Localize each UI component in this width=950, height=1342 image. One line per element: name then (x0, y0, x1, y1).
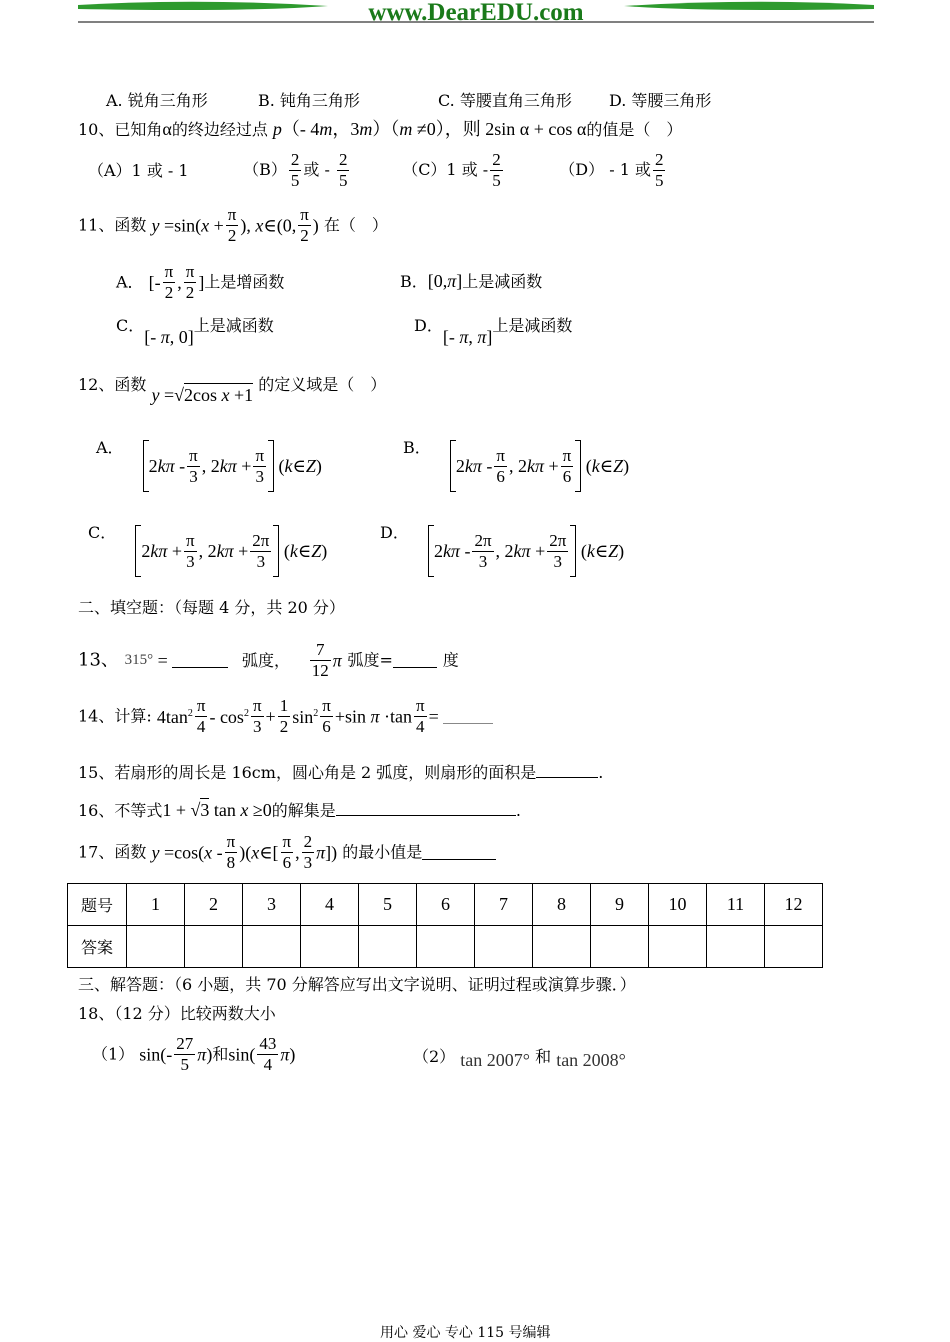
q15: 15、若扇形的周长是 16cm，圆心角是 2 弧度，则扇形的面积是 . (78, 763, 604, 782)
right-leaf-swoosh (624, 2, 874, 10)
q17: 17、函数 y =cos(x - $\frac{\pi}{8}$ )(x∈[ $\frac{\pi}{6}$ , $\frac{2}{3}$ π]) 的最小值是 (78, 832, 496, 873)
answer-cell[interactable] (185, 926, 243, 968)
q16: 16、不等式1 + √3 tan x ≥0的解集是 . (78, 800, 521, 820)
q12-stem: 12、函数 y =√2cos x +1 的定义域是（ ） (78, 375, 387, 405)
answer-table-answer-row (68, 926, 823, 968)
q10-options (88, 150, 667, 191)
q10-option-c: （C）1 或 - $\frac{2}{5}$ (402, 150, 501, 190)
answer-cell[interactable] (707, 926, 765, 968)
answer-table-number: 5 (359, 884, 417, 926)
q12-option-a: A． 2kπ - $\frac{\pi}{3}$ , 2kπ + $\frac{\pi}{3}$ (k∈Z) (96, 440, 322, 492)
answer-table-number: 1 (127, 884, 185, 926)
q10-stem: 10、已知角α的终边经过点 p（- 4m，3m）（m ≠0），则 2sin α + cos α的值是（ ） (78, 119, 683, 139)
answer-table-answer-label: 答案 (68, 926, 127, 968)
answer-table-number: 4 (301, 884, 359, 926)
q14: 14、计算: $4\tan^2$ $\frac{\pi}{4}$ - $\cos^2$ $\frac{\pi}{3}$ + $\frac{1}{2}$ $\sin^2$ $\frac{\pi}{6}$ +sin π ·tan $\frac{\pi}{4}$ = (78, 696, 493, 737)
q18-part1: （1） sin(- $\frac{27}{5}$ π)和sin( $\frac{43}{4}$ π) (92, 1034, 296, 1074)
q9-option-a: A. 锐角三角形 (106, 91, 208, 110)
answer-table-number: 8 (533, 884, 591, 926)
answer-table-number: 3 (243, 884, 301, 926)
q18-part2: （2） tan 2007° 和 tan 2008° (413, 1047, 626, 1070)
answer-cell[interactable] (649, 926, 707, 968)
q10-option-b: （B） $\frac{2}{5}$ 或 - $\frac{2}{5}$ (243, 150, 348, 190)
q11-stem: 11、函数 y =sin(x + $\frac{\pi}{2}$ ), x∈(0, $\frac{\pi}{2}$ ) 在（ ） (78, 205, 388, 245)
answer-table-number-row (68, 884, 823, 926)
answer-table-header-label: 题号 (68, 884, 127, 926)
answer-cell[interactable] (127, 926, 185, 968)
q12-option-b: B． 2kπ - $\frac{\pi}{6}$ , 2kπ + $\frac{\pi}{6}$ (k∈Z) (403, 440, 629, 492)
q10-option-a: （A）1 或 - 1 (88, 160, 189, 180)
q9-option-c: C. 等腰直角三角形 (438, 91, 572, 110)
q9-option-d: D. 等腰三角形 (609, 91, 712, 110)
q12-option-c: C． 2kπ + $\frac{\pi}{3}$ , 2kπ + $\frac{2\pi}{3}$ (k∈Z) (88, 525, 327, 577)
answer-cell[interactable] (533, 926, 591, 968)
answer-cell[interactable] (359, 926, 417, 968)
answer-cell[interactable] (765, 926, 823, 968)
answer-table (67, 883, 823, 968)
page-footer: 用心 爱心 专心 115 号编辑 (380, 1325, 551, 1341)
answer-table-number: 6 (417, 884, 475, 926)
answer-table-number: 10 (649, 884, 707, 926)
q11-option-a: A． [- $\frac{\pi}{2}$ , $\frac{\pi}{2}$ ]上是增函数 (116, 262, 285, 302)
q11-option-c: C．[- π, 0]上是减函数 (116, 316, 274, 347)
answer-table-number: 11 (707, 884, 765, 926)
answer-cell[interactable] (243, 926, 301, 968)
q11-option-b: B．[0,π]上是减函数 (400, 271, 543, 291)
q11-option-d: D．[- π, π]上是减函数 (414, 316, 573, 347)
answer-cell[interactable] (475, 926, 533, 968)
answer-cell[interactable] (591, 926, 649, 968)
answer-table-number: 9 (591, 884, 649, 926)
answer-table-number: 12 (765, 884, 823, 926)
header-logo-banner (78, 0, 874, 26)
section3-title: 三、解答题：（6 小题，共 70 分解答应写出文字说明、证明过程或演算步骤．） (78, 975, 636, 994)
q10-option-d: （D） - 1 或 $\frac{2}{5}$ (559, 150, 664, 190)
answer-cell[interactable] (301, 926, 359, 968)
q18-title: 18、（12 分）比较两数大小 (78, 1004, 276, 1023)
q12-option-d: D． 2kπ - $\frac{2\pi}{3}$ , 2kπ + $\frac{2\pi}{3}$ (k∈Z) (380, 525, 624, 577)
q13: 13、 315° = 弧度， $\frac{7}{12}$ π 弧度= 度 (78, 640, 459, 680)
section2-title: 二、填空题：（每题 4 分，共 20 分） (78, 598, 345, 617)
header-logo-text: www.DearEDU.com (368, 0, 584, 26)
left-leaf-swoosh (78, 2, 328, 10)
answer-cell[interactable] (417, 926, 475, 968)
q9-option-b: B. 钝角三角形 (258, 91, 360, 110)
answer-table-number: 2 (185, 884, 243, 926)
answer-table-number: 7 (475, 884, 533, 926)
